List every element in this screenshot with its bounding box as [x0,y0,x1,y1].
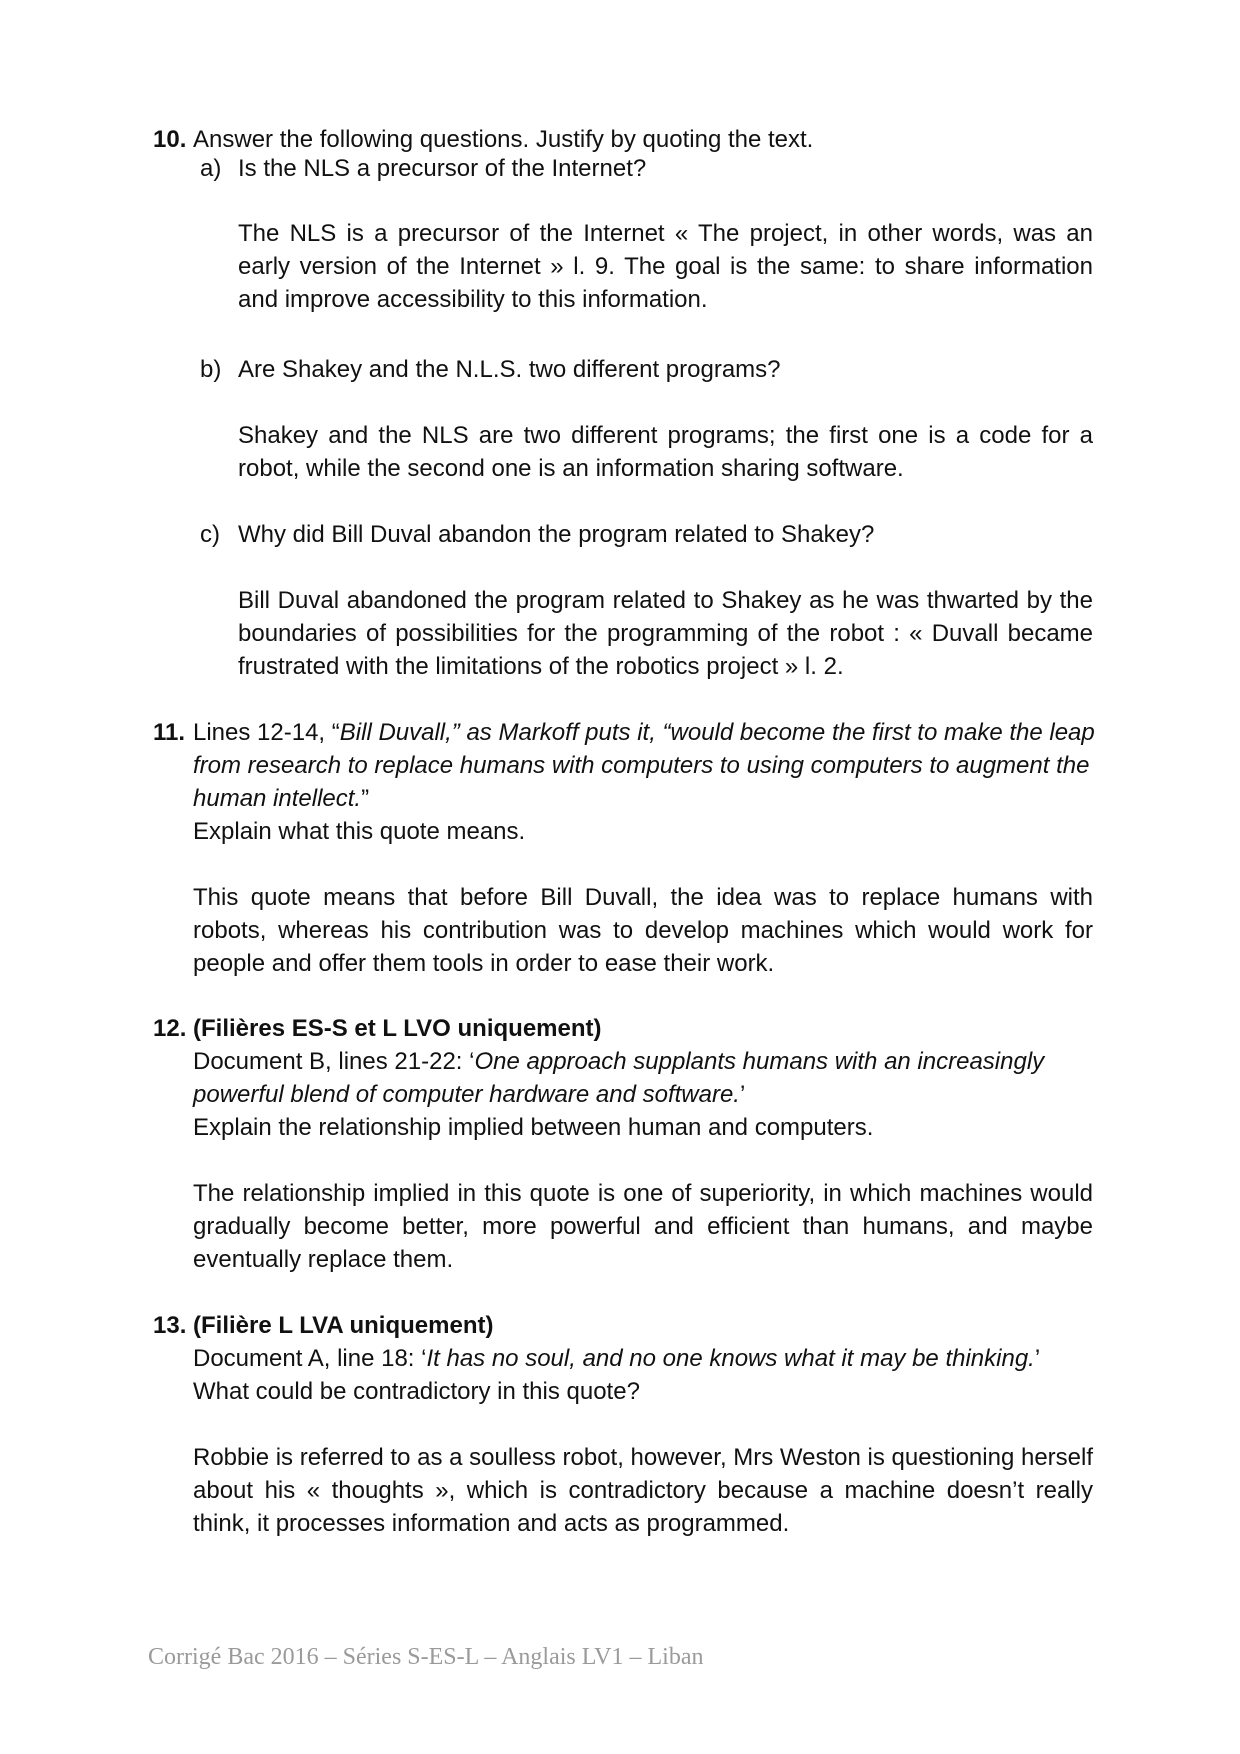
question-prompt: Answer the following questions. Justify by quoting the text. [193,126,814,153]
question-12 [153,1012,1103,1144]
quote-text: One approach supplants humans with an increasingly powerful blend of computer hardware and software. [193,1048,1045,1108]
question-heading: (Filières ES-S et L LVO uniquement) [193,1015,602,1042]
answer-12: The relationship implied in this quote is one of superiority, in which machines would gradually become better, more powerful and efficient than humans, and maybe eventually replace them. [193,1180,1093,1273]
question-heading: (Filière L LVA uniquement) [193,1312,494,1339]
question-number: 12. [153,1015,187,1042]
answer-11: This quote means that before Bill Duvall, the idea was to replace humans with robots, whereas his contribution was to develop machines which would work for people and offer them tools in order to ease their work. [193,884,1093,977]
sub-question-text: Is the NLS a precursor of the Internet? [238,155,647,182]
quote-close: ’ [1034,1345,1041,1372]
question-10c [200,518,1100,551]
quote-intro: Document B, lines 21-22: ‘ [193,1048,475,1075]
answer-10c: Bill Duval abandoned the program related to Shakey as he was thwarted by the boundaries of possibilities for the programming of the robot : « Duvall became frustrated with the limitations of the robotics project » l. 2. [238,587,1093,680]
question-prompt: Explain what this quote means. [193,818,526,845]
answer-10b: Shakey and the NLS are two different programs; the first one is a code for a robot, while the second one is an information sharing software. [238,422,1093,482]
sub-question-text: Are Shakey and the N.L.S. two different programs? [238,356,781,383]
question-quote-block [193,716,1103,815]
answer-10a: The NLS is a precursor of the Internet « The project, in other words, was an early version of the Internet » l. 9. The goal is the same: to share information and improve accessibility to this information. [238,220,1093,313]
question-prompt: What could be contradictory in this quote? [193,1378,640,1405]
question-10a [200,152,1100,185]
question-11 [153,716,1103,848]
sub-question-label: a) [200,155,222,182]
question-number: 11. [153,719,186,746]
quote-text: It has no soul, and no one knows what it may be thinking. [426,1345,1035,1372]
page-footer: Corrigé Bac 2016 – Séries S-ES-L – Anglais LV1 – Liban [148,1644,704,1670]
question-number: 13. [153,1312,187,1339]
question-13 [153,1309,1103,1408]
question-prompt: Explain the relationship implied between human and computers. [193,1114,874,1141]
sub-question-label: c) [200,521,220,548]
answer-13: Robbie is referred to as a soulless robot, however, Mrs Weston is questioning herself about his « thoughts », which is contradictory because a machine doesn’t really think, it processes information and acts as programmed. [193,1444,1093,1537]
quote-intro: Lines 12-14, “ [193,719,340,746]
quote-intro: Document A, line 18: ‘ [193,1345,427,1372]
quote-text: Bill Duvall,” as Markoff puts it, “would become the first to make the leap from research to replace humans with computers to using computers to augment the human intellect. [193,719,1095,812]
quote-close: ’ [739,1081,746,1108]
question-number: 10. [153,126,187,153]
sub-question-text: Why did Bill Duval abandon the program related to Shakey? [238,521,875,548]
sub-question-label: b) [200,356,222,383]
question-10b [200,353,1100,386]
quote-close: ” [361,785,370,812]
question-quote-block [193,1342,1103,1375]
question-quote-block [193,1045,1103,1111]
